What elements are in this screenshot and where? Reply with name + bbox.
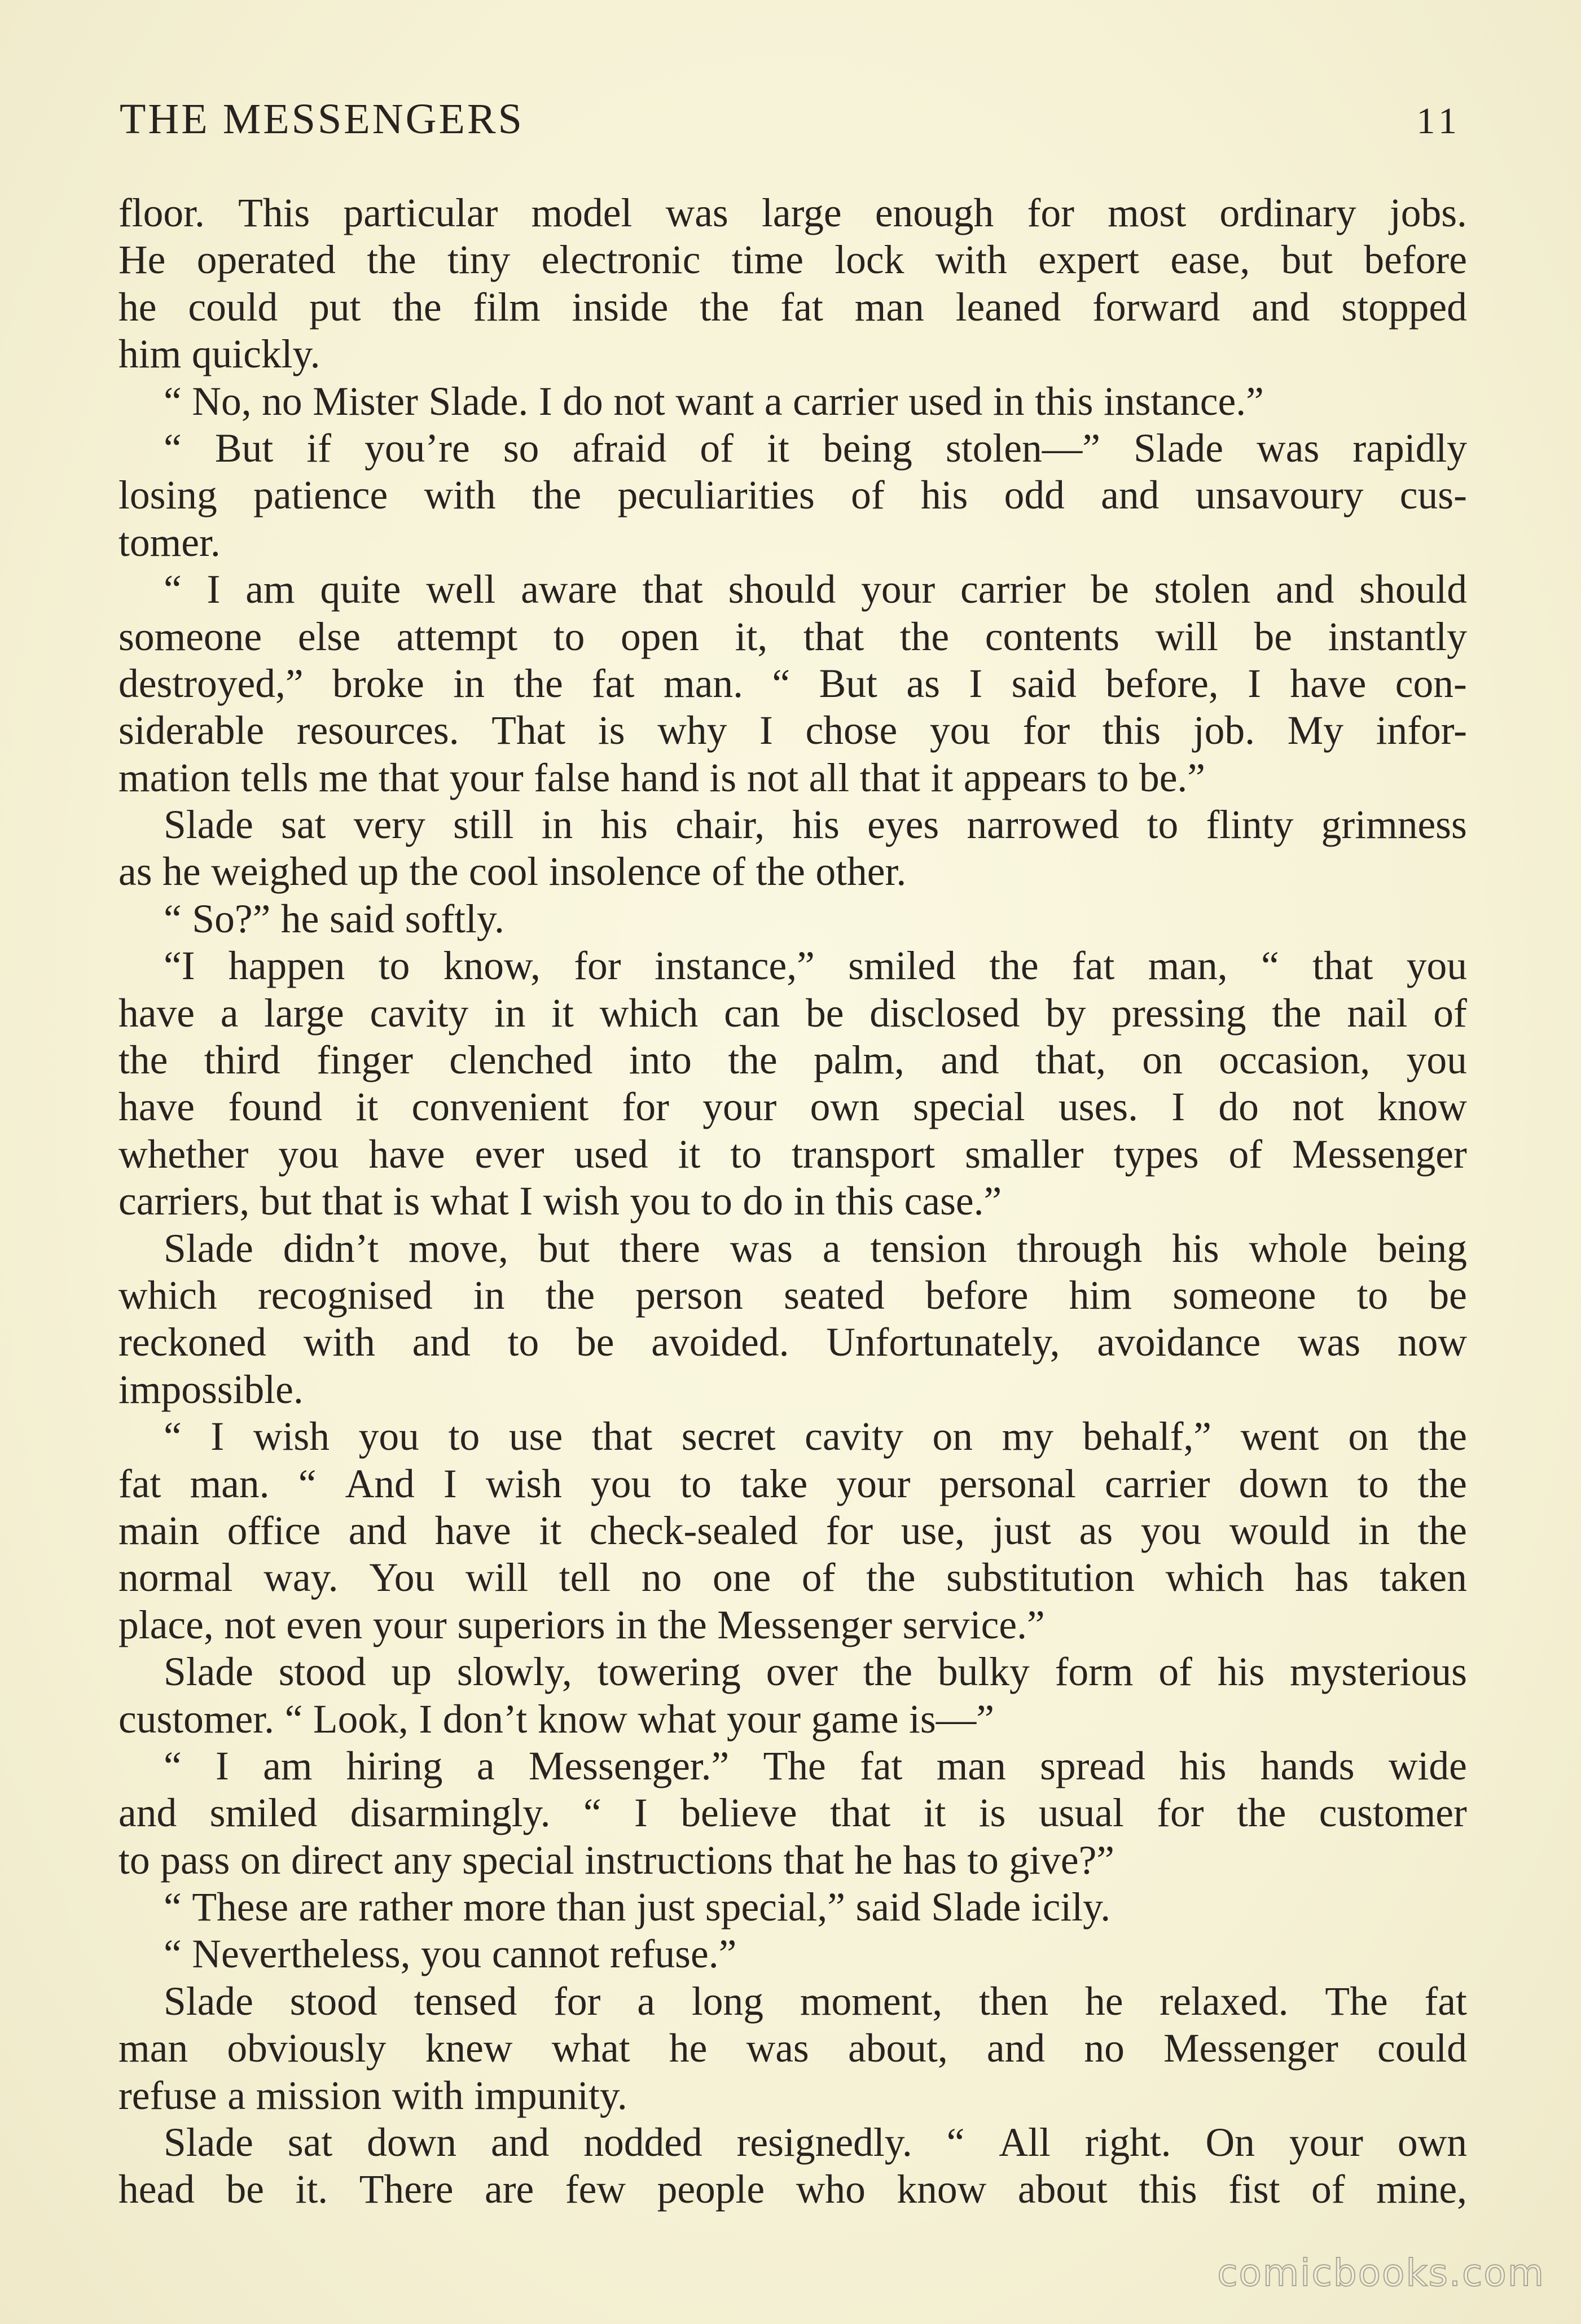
text-line: the third finger clenched into the palm, and that, on occasion, you: [118, 1038, 1467, 1083]
text-line: to pass on direct any special instructions that he has to give?”: [118, 1838, 1115, 1883]
running-title: THE MESSENGERS: [120, 95, 524, 143]
text-line: and smiled disarmingly. “ I believe that it is usual for the customer: [118, 1791, 1467, 1836]
text-line: fat man. “ And I wish you to take your personal carrier down to the: [118, 1461, 1467, 1506]
text-line: place, not even your superiors in the Messenger service.”: [118, 1602, 1045, 1647]
text-line: normal way. You will tell no one of the substitution which has taken: [118, 1555, 1467, 1601]
text-line: Slade stood tensed for a long moment, then he relaxed. The fat: [164, 1979, 1467, 2024]
text-line: floor. This particular model was large enough for most ordinary jobs.: [118, 191, 1467, 235]
text-line: “ But if you’re so afraid of it being stolen—” Slade was rapidly: [164, 426, 1467, 471]
text-line: He operated the tiny electronic time lock with expert ease, but before: [118, 238, 1467, 283]
page-header: [120, 95, 1461, 151]
text-line: impossible.: [118, 1367, 304, 1412]
text-line: have found it convenient for your own special uses. I do not know: [118, 1085, 1467, 1130]
text-line: destroyed,” broke in the fat man. “ But as I said before, I have con-: [118, 661, 1467, 706]
text-line: siderable resources. That is why I chose you for this job. My infor-: [118, 708, 1467, 753]
page-number: 11: [1416, 100, 1461, 142]
text-line: whether you have ever used it to transport smaller types of Messenger: [118, 1132, 1467, 1177]
text-line: which recognised in the person seated before him someone to be: [118, 1273, 1467, 1318]
text-line: head be it. There are few people who know about this fist of mine,: [118, 2167, 1467, 2212]
text-line: man obviously knew what he was about, and no Messenger could: [118, 2026, 1467, 2071]
text-line: customer. “ Look, I don’t know what your game is—”: [118, 1696, 994, 1742]
text-line: “ These are rather more than just special,” said Slade icily.: [164, 1885, 1111, 1930]
text-line: “ I am quite well aware that should your carrier be stolen and should: [164, 567, 1467, 612]
text-line: losing patience with the peculiarities of his odd and unsavoury cus-: [118, 473, 1467, 518]
text-line: “ I wish you to use that secret cavity on my behalf,” went on the: [164, 1414, 1467, 1459]
text-line: Slade didn’t move, but there was a tension through his whole being: [164, 1226, 1467, 1271]
text-line: tomer.: [118, 520, 221, 565]
text-line: “ So?” he said softly.: [164, 896, 504, 941]
text-line: “I happen to know, for instance,” smiled the fat man, “ that you: [164, 944, 1467, 989]
text-line: someone else attempt to open it, that the contents will be instantly: [118, 614, 1467, 659]
watermark: comicbooks.com: [1217, 2251, 1545, 2295]
text-line: main office and have it check-sealed for use, just as you would in the: [118, 1508, 1467, 1553]
text-line: Slade stood up slowly, towering over the bulky form of his mysterious: [164, 1650, 1467, 1695]
text-line: “ I am hiring a Messenger.” The fat man spread his hands wide: [164, 1743, 1467, 1788]
text-line: he could put the film inside the fat man leaned forward and stopped: [118, 284, 1467, 330]
text-line: have a large cavity in it which can be disclosed by pressing the nail of: [118, 990, 1467, 1036]
text-line: him quickly.: [118, 332, 320, 377]
text-line: “ Nevertheless, you cannot refuse.”: [164, 1932, 737, 1977]
text-line: carriers, but that is what I wish you to do in this case.”: [118, 1179, 1002, 1224]
text-line: reckoned with and to be avoided. Unfortunately, avoidance was now: [118, 1320, 1467, 1365]
text-line: Slade sat very still in his chair, his eyes narrowed to flinty grimness: [164, 803, 1467, 848]
text-line: as he weighed up the cool insolence of the other.: [118, 849, 907, 894]
text-line: “ No, no Mister Slade. I do not want a carrier used in this instance.”: [164, 379, 1264, 424]
text-line: refuse a mission with impunity.: [118, 2073, 627, 2118]
text-line: Slade sat down and nodded resignedly. “ All right. On your own: [164, 2120, 1467, 2165]
text-line: mation tells me that your false hand is not all that it appears to be.”: [118, 755, 1206, 800]
body-text: [118, 190, 1467, 2213]
